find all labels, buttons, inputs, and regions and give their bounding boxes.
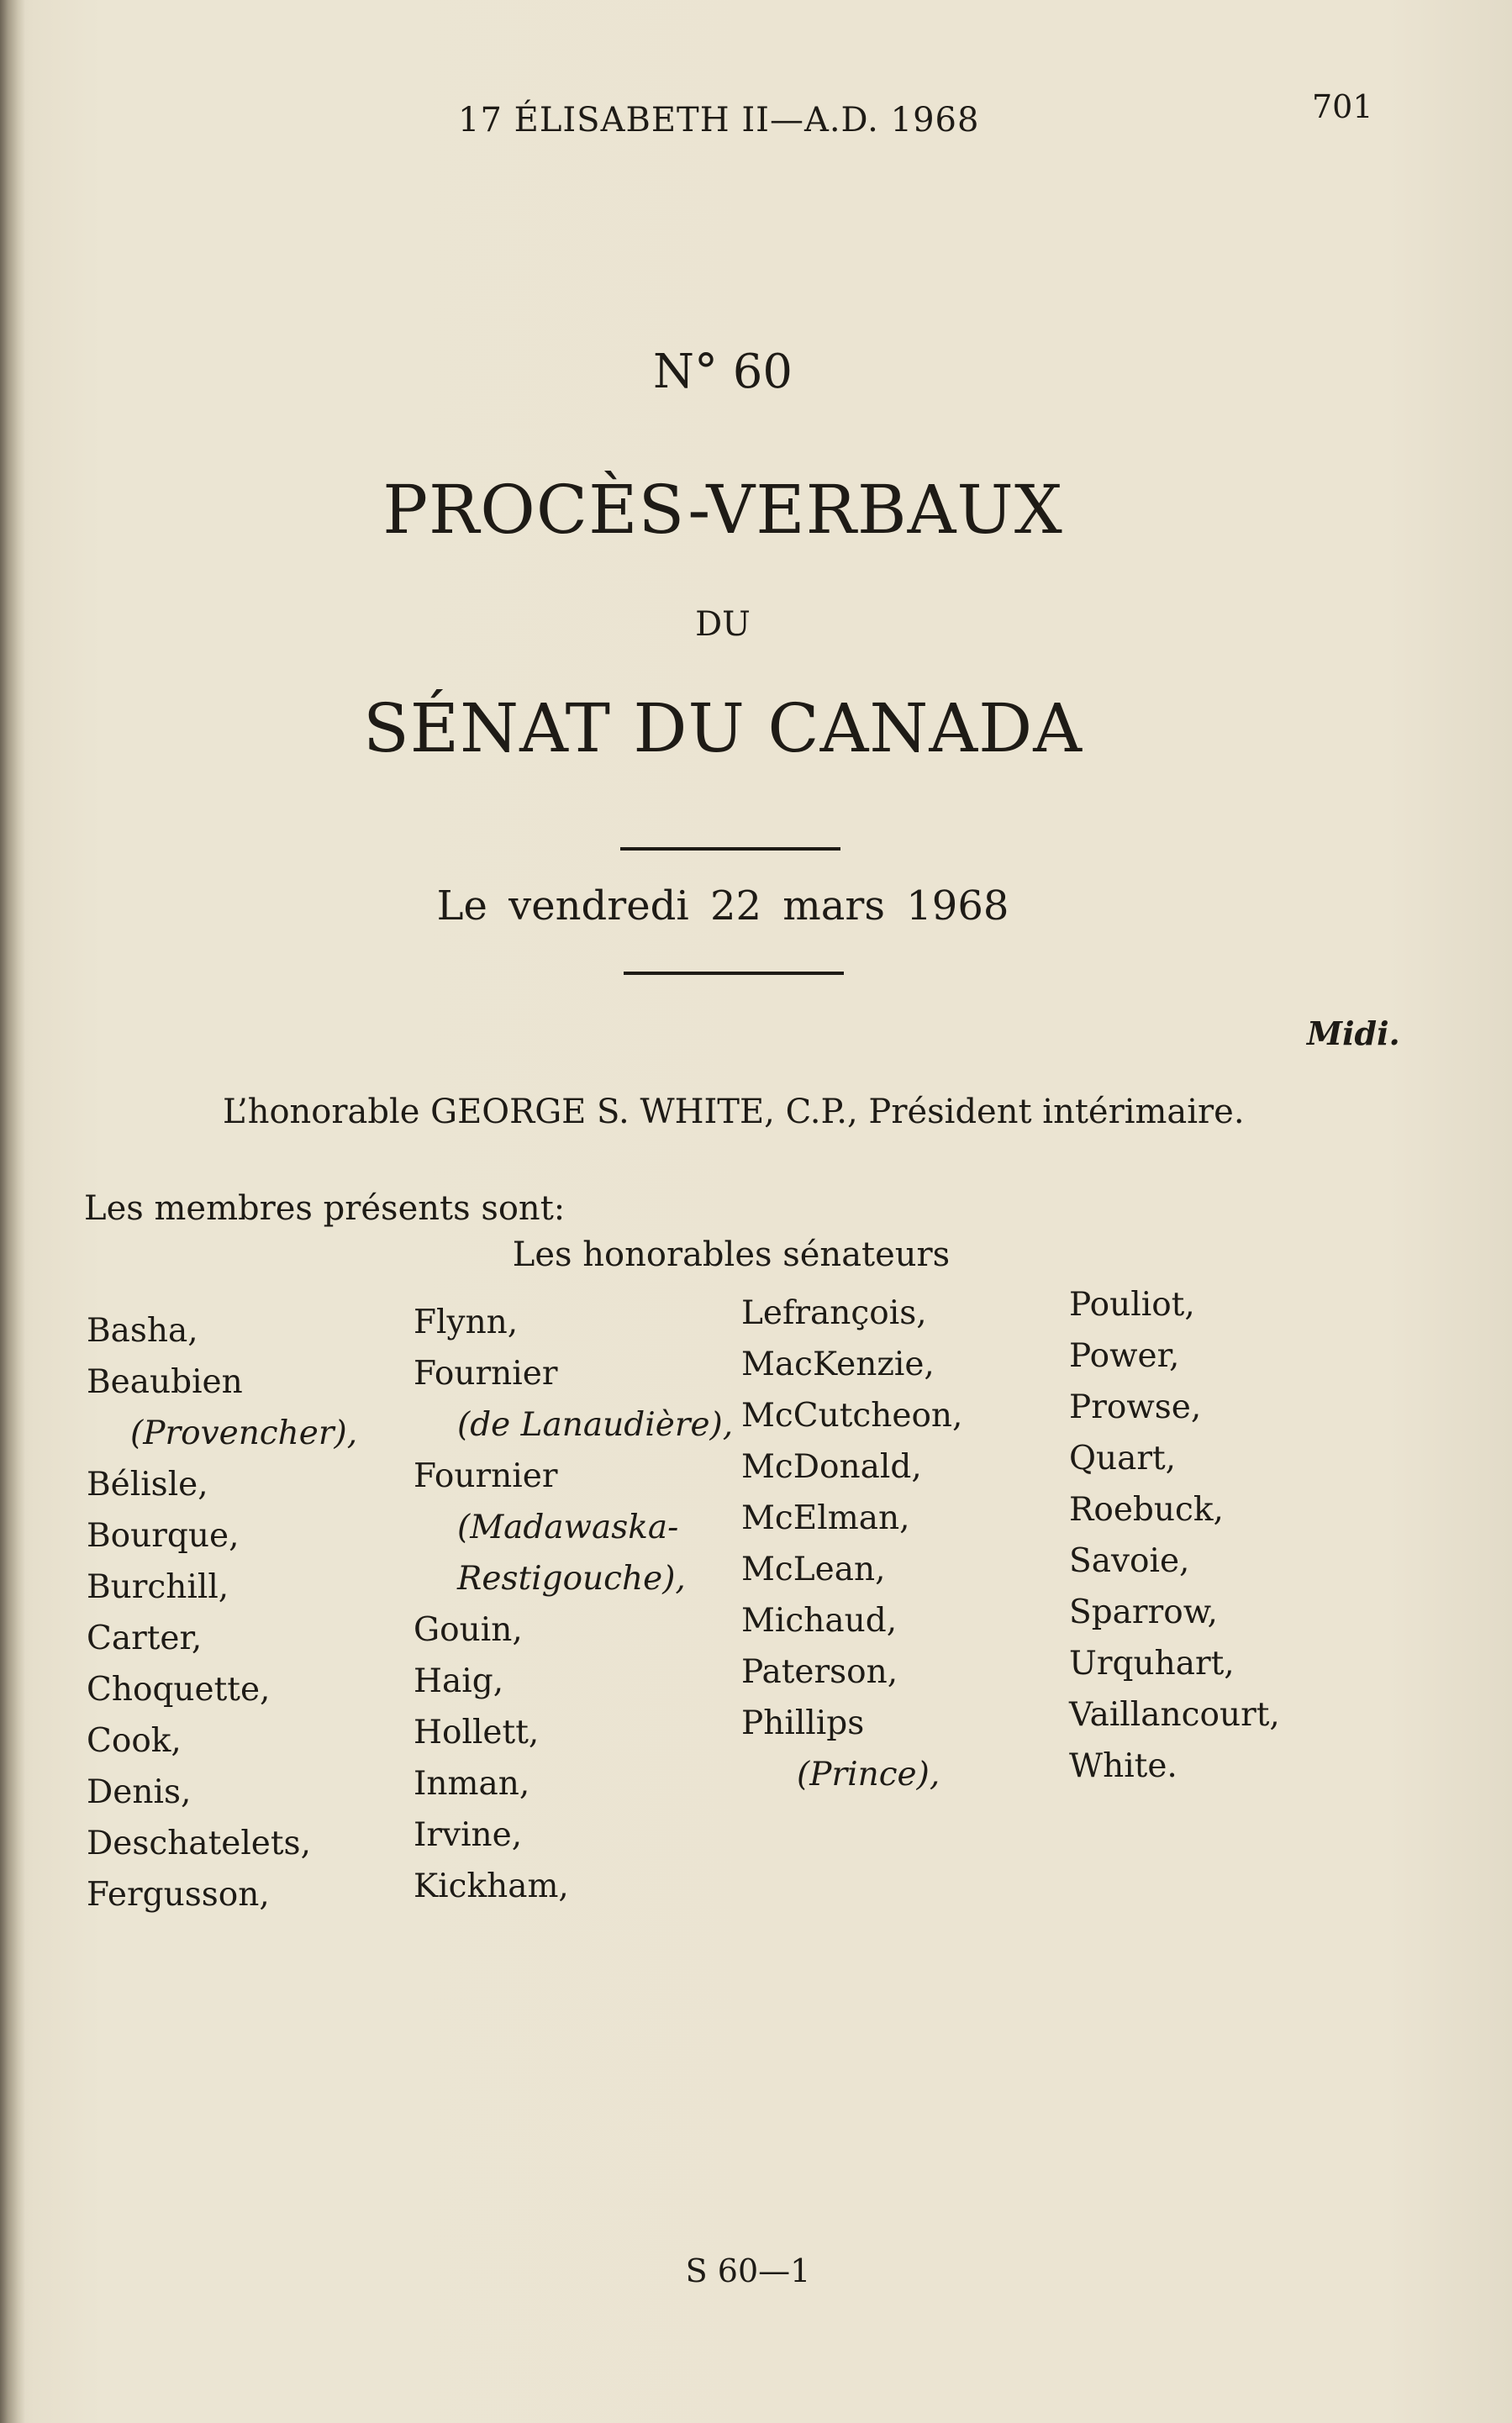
senator-name: Beaubien (87, 1363, 243, 1401)
senator-name: Michaud, (741, 1602, 898, 1640)
session-time: Midi. (1307, 1014, 1400, 1052)
senator-name: Phillips (741, 1704, 865, 1742)
senator-name: Vaillancourt, (1069, 1696, 1280, 1734)
senator-name: Inman, (414, 1765, 530, 1803)
senators-subheading: Les honorables sénateurs (512, 1235, 951, 1274)
senator-name: Choquette, (87, 1671, 271, 1709)
senator-name: Power, (1069, 1337, 1180, 1375)
senator-name: Denis, (87, 1773, 192, 1811)
senator-name: Pouliot, (1069, 1286, 1195, 1324)
senators-column-1 (87, 1305, 357, 1920)
senator-name: Quart, (1069, 1440, 1177, 1478)
senator-riding: (de Lanaudière), (457, 1406, 734, 1444)
running-head: 17 ÉLISABETH II—A.D. 1968 (458, 101, 980, 140)
senators-column-3 (741, 1288, 962, 1800)
senator-name: McLean, (741, 1551, 886, 1588)
divider-top (620, 847, 840, 851)
senator-name: Bourque, (87, 1517, 240, 1555)
senator-name: Cook, (87, 1722, 182, 1760)
senator-name: Fournier (414, 1457, 558, 1495)
title-proces-verbaux: PROCÈS-VERBAUX (382, 471, 1063, 549)
present-intro: Les membres présents sont: (84, 1189, 566, 1228)
senator-name: Gouin, (414, 1611, 523, 1649)
senators-column-4 (1069, 1279, 1280, 1792)
senator-name: Savoie, (1069, 1542, 1190, 1580)
senator-name: Prowse, (1069, 1388, 1202, 1426)
issue-number: N° 60 (652, 345, 793, 399)
presiding-officer: L’honorable GEORGE S. WHITE, C.P., Président intérimaire. (223, 1093, 1245, 1131)
senator-name: Paterson, (741, 1653, 898, 1691)
senator-name: Roebuck, (1069, 1491, 1224, 1529)
senator-name: Burchill, (87, 1568, 229, 1606)
senator-name: Lefrançois, (741, 1294, 927, 1332)
title-du: DU (695, 605, 751, 644)
senator-name: Urquhart, (1069, 1645, 1235, 1683)
senator-riding: (Provencher), (130, 1414, 358, 1452)
senator-name: McCutcheon, (741, 1397, 963, 1435)
session-date: Le vendredi 22 mars 1968 (436, 882, 1009, 930)
senator-name: Carter, (87, 1620, 203, 1657)
senator-name: McDonald, (741, 1448, 922, 1486)
senator-name: Bélisle, (87, 1466, 208, 1504)
senator-name: Flynn, (414, 1304, 519, 1341)
senator-name: Sparrow, (1069, 1593, 1218, 1631)
senator-name: Haig, (414, 1662, 504, 1700)
title-senat: SÉNAT DU CANADA (362, 689, 1083, 767)
senator-name: Kickham, (414, 1867, 569, 1905)
senator-name: Fergusson, (87, 1876, 270, 1914)
senator-name: Irvine, (414, 1816, 523, 1854)
senator-name: White. (1069, 1747, 1177, 1785)
senator-name: MacKenzie, (741, 1346, 935, 1383)
divider-bottom (624, 972, 844, 975)
signature-mark: S 60—1 (685, 2252, 811, 2289)
senator-name: Fournier (414, 1355, 558, 1393)
senator-name: Hollett, (414, 1714, 540, 1751)
senators-column-2 (414, 1297, 733, 1912)
senator-name: Deschatelets, (87, 1825, 311, 1862)
senator-name: Basha, (87, 1312, 198, 1350)
page-number: 701 (1312, 88, 1373, 125)
senator-riding: (Madawaska- (457, 1509, 679, 1546)
senator-name: McElman, (741, 1499, 910, 1537)
senator-riding: (Prince), (797, 1756, 940, 1794)
senator-riding: Restigouche), (457, 1560, 686, 1598)
